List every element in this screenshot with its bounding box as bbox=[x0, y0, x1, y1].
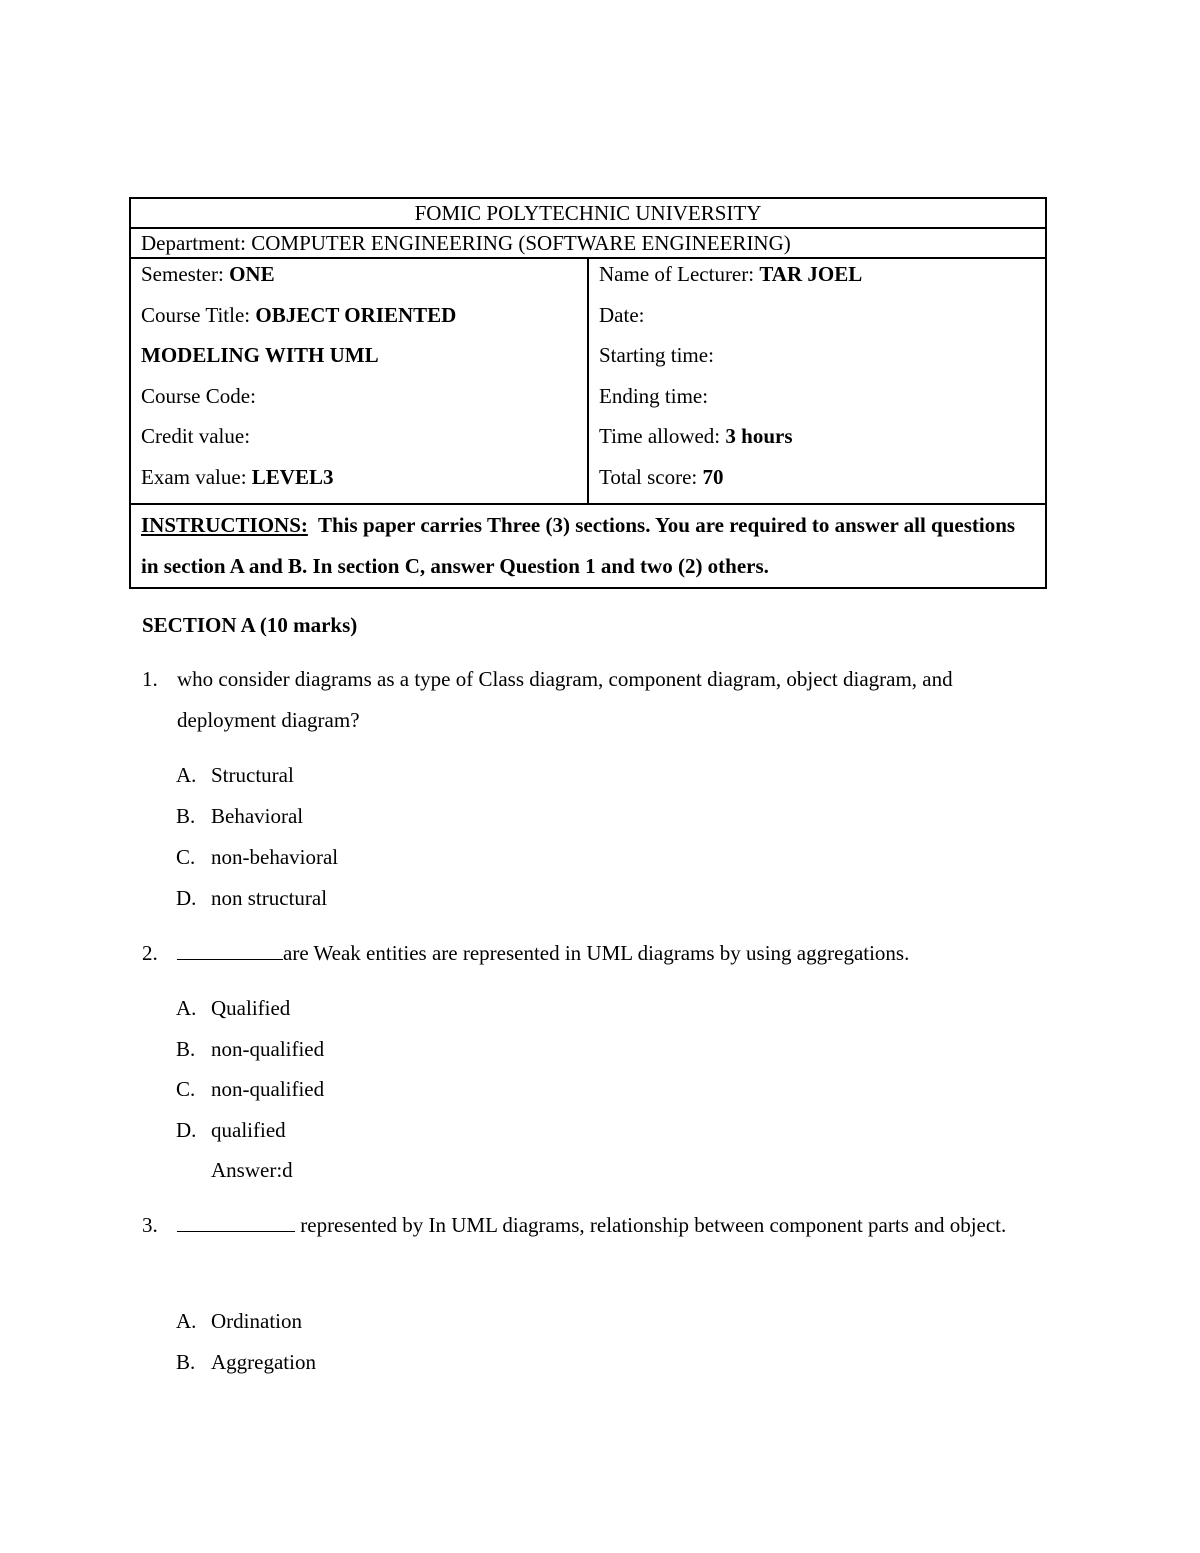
answer-blank bbox=[177, 937, 283, 960]
option-2d bbox=[176, 1115, 286, 1145]
option-2c bbox=[176, 1074, 324, 1104]
exam-header-table bbox=[129, 197, 1047, 589]
department-value: COMPUTER ENGINEERING (SOFTWARE ENGINEERING) bbox=[251, 231, 791, 255]
option-1c bbox=[176, 842, 338, 872]
option-letter: B. bbox=[176, 804, 196, 828]
option-letter: C. bbox=[176, 845, 196, 869]
course-title-label: Course Title: bbox=[141, 302, 251, 327]
exam-value-label: Exam value: bbox=[141, 464, 247, 489]
option-text: qualified bbox=[211, 1118, 286, 1142]
time-allowed-value: 3 hours bbox=[725, 424, 793, 449]
instructions-cell bbox=[130, 504, 1046, 588]
option-1b bbox=[176, 801, 303, 831]
option-letter: A. bbox=[176, 763, 197, 787]
question-number: 1. bbox=[142, 667, 158, 691]
option-2b bbox=[176, 1034, 324, 1064]
time-allowed-label: Time allowed: bbox=[599, 424, 721, 449]
course-code-label: Course Code: bbox=[141, 383, 256, 408]
question-body bbox=[177, 933, 1052, 974]
total-score-value: 70 bbox=[702, 464, 724, 489]
lecturer-line bbox=[599, 259, 1035, 300]
question-body bbox=[177, 1205, 1052, 1246]
option-text: non structural bbox=[211, 886, 328, 910]
course-title-value-1: OBJECT ORIENTED bbox=[255, 302, 457, 327]
question-2 bbox=[142, 933, 1052, 974]
option-letter: B. bbox=[176, 1350, 196, 1374]
credit-value-line bbox=[141, 421, 577, 462]
option-text: Qualified bbox=[211, 996, 291, 1020]
question-1 bbox=[142, 659, 1052, 741]
question-number: 3. bbox=[142, 1213, 158, 1237]
starting-time-label: Starting time: bbox=[599, 343, 714, 368]
lecturer-label: Name of Lecturer: bbox=[599, 262, 755, 286]
option-text: non-behavioral bbox=[211, 845, 339, 869]
answer-note: Answer:d bbox=[211, 1158, 293, 1182]
ending-time-line bbox=[599, 381, 1035, 422]
option-1a bbox=[176, 760, 294, 790]
credit-value-label: Credit value: bbox=[141, 424, 251, 449]
option-1d bbox=[176, 883, 327, 913]
total-score-line bbox=[599, 462, 1035, 503]
question-number: 2. bbox=[142, 941, 158, 965]
option-letter: D. bbox=[176, 1118, 197, 1142]
question-text: are Weak entities are represented in UML diagrams by using aggregations. bbox=[283, 941, 910, 965]
total-score-label: Total score: bbox=[599, 464, 698, 489]
section-a-title: SECTION A (10 marks) bbox=[142, 613, 358, 637]
course-title-line-2 bbox=[141, 340, 577, 381]
answer-blank bbox=[177, 1209, 295, 1232]
time-allowed-line bbox=[599, 421, 1035, 462]
option-letter: A. bbox=[176, 1309, 197, 1333]
ending-time-label: Ending time: bbox=[599, 383, 709, 408]
question-text: who consider diagrams as a type of Class diagram, component diagram, object diagram, and deployment diagram? bbox=[177, 667, 953, 732]
option-letter: D. bbox=[176, 886, 197, 910]
instructions-label: INSTRUCTIONS: bbox=[141, 512, 308, 537]
department-row bbox=[130, 228, 1046, 258]
date-label: Date: bbox=[599, 302, 645, 327]
option-letter: A. bbox=[176, 996, 197, 1020]
option-text: Ordination bbox=[211, 1309, 302, 1333]
date-line bbox=[599, 300, 1035, 341]
option-text: Aggregation bbox=[211, 1350, 316, 1374]
department-label: Department: bbox=[141, 231, 246, 255]
course-code-line bbox=[141, 381, 577, 422]
lecturer-value: TAR JOEL bbox=[759, 262, 863, 286]
option-3b bbox=[176, 1347, 316, 1377]
option-2a bbox=[176, 993, 290, 1023]
exam-value-line bbox=[141, 462, 577, 503]
instructions-text: This paper carries Three (3) sections. You are required to answer all questions in section A and B. In section C, answer Question 1 and two (2) others. bbox=[141, 512, 1016, 578]
option-text: non-qualified bbox=[211, 1037, 325, 1061]
starting-time-line bbox=[599, 340, 1035, 381]
semester-line bbox=[141, 259, 577, 300]
option-letter: C. bbox=[176, 1077, 196, 1101]
option-text: Structural bbox=[211, 763, 294, 787]
exam-value-value: LEVEL3 bbox=[251, 464, 334, 489]
semester-label: Semester: bbox=[141, 262, 224, 286]
course-title-line bbox=[141, 300, 577, 341]
option-3a bbox=[176, 1306, 302, 1336]
schedule-info-cell bbox=[588, 258, 1046, 504]
university-name: FOMIC POLYTECHNIC UNIVERSITY bbox=[130, 198, 1046, 228]
option-letter: B. bbox=[176, 1037, 196, 1061]
semester-value: ONE bbox=[229, 262, 275, 286]
option-text: non-qualified bbox=[211, 1077, 325, 1101]
course-info-cell bbox=[130, 258, 588, 504]
question-3 bbox=[142, 1205, 1052, 1246]
course-title-value-2: MODELING WITH UML bbox=[141, 343, 379, 368]
option-text: Behavioral bbox=[211, 804, 304, 828]
question-text: represented by In UML diagrams, relationship between component parts and object. bbox=[300, 1213, 1007, 1237]
